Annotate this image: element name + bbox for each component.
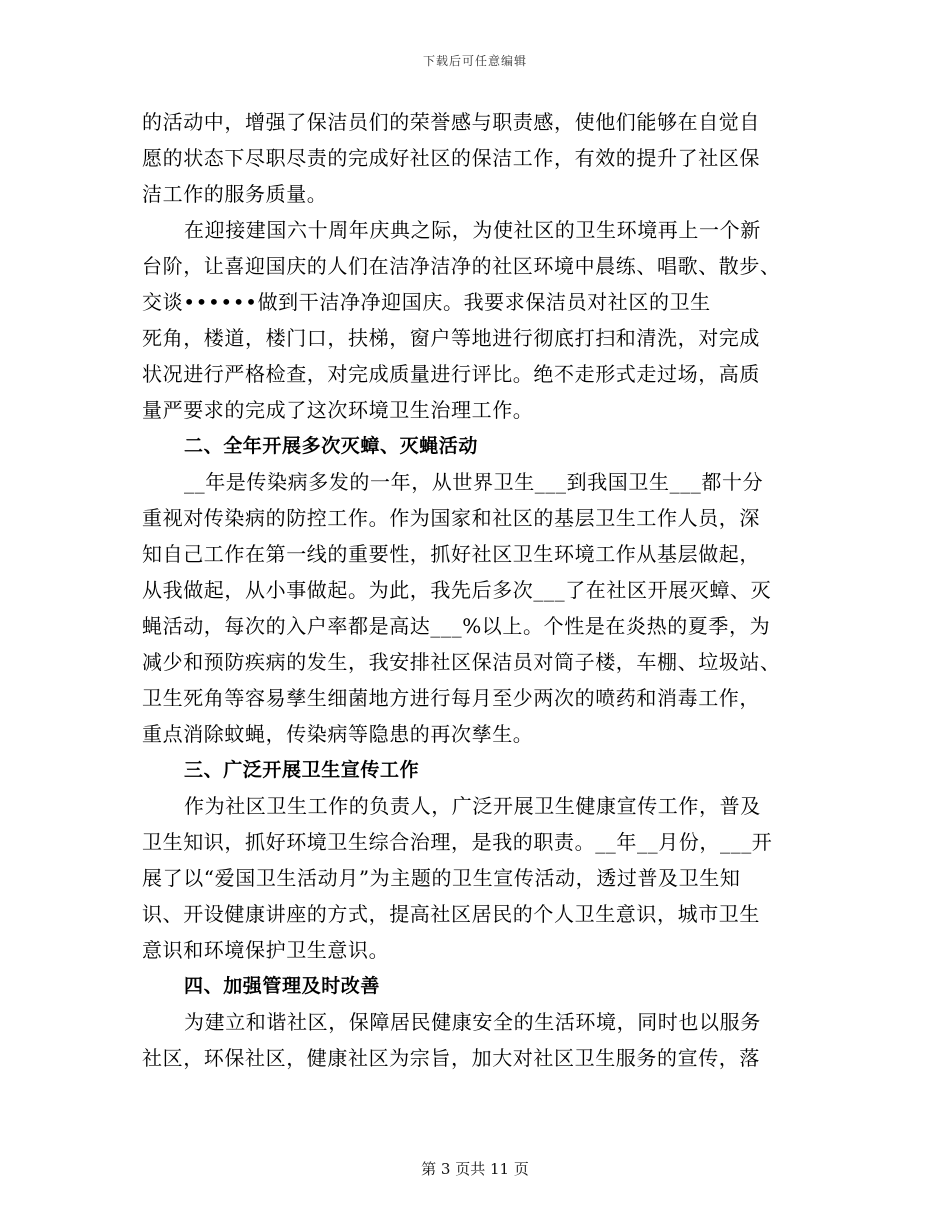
text-line: 重视对传染病的防控工作。作为国家和社区的基层卫生工作人员，深 <box>142 506 760 530</box>
text-line: 在迎接建国六十周年庆典之际，为使社区的卫生环境再上一个新 <box>184 218 761 242</box>
text-line: 蝇活动，每次的入户率都是高达___%以上。个性是在炎热的夏季，为 <box>142 614 771 638</box>
text-line: 台阶，让喜迎国庆的人们在洁净洁净的社区环境中晨练、唱歌、散步、 <box>142 254 781 278</box>
text-line: 洁工作的服务质量。 <box>142 182 328 206</box>
text-line: 交谈••••••做到干洁净净迎国庆。我要求保洁员对社区的卫生 <box>142 290 711 314</box>
text-line: 识、开设健康讲座的方式，提高社区居民的个人卫生意识，城市卫生 <box>142 902 760 926</box>
text-line: 重点消除蚊蝇，传染病等隐患的再次孳生。 <box>142 722 534 746</box>
text-line: 减少和预防疾病的发生，我安排社区保洁员对筒子楼，车棚、垃圾站、 <box>142 650 781 674</box>
text-line: 意识和环境保护卫生意识。 <box>142 938 390 962</box>
text-line: 的活动中，增强了保洁员们的荣誉感与职责感，使他们能够在自觉自 <box>142 110 760 134</box>
section-heading: 二、全年开展多次灭蟑、灭蝇活动 <box>184 435 479 457</box>
text-line: __年是传染病多发的一年，从世界卫生___到我国卫生___都十分 <box>184 470 764 494</box>
text-line: 卫生死角等容易孳生细菌地方进行每月至少两次的喷药和消毒工作， <box>142 686 760 710</box>
text-line: 死角，楼道，楼门口，扶梯，窗户等地进行彻底打扫和清洗，对完成 <box>142 326 760 350</box>
section-heading: 三、广泛开展卫生宣传工作 <box>184 759 420 781</box>
section-heading: 四、加强管理及时改善 <box>184 975 381 997</box>
text-line: 愿的状态下尽职尽责的完成好社区的保洁工作，有效的提升了社区保 <box>142 146 760 170</box>
text-line: 状况进行严格检查，对完成质量进行评比。绝不走形式走过场，高质 <box>142 362 760 386</box>
text-line: 卫生知识，抓好环境卫生综合治理，是我的职责。__年__月份，___开 <box>142 830 773 854</box>
text-line: 社区，环保社区，健康社区为宗旨，加大对社区卫生服务的宣传，落 <box>142 1046 760 1070</box>
text-line: 展了以“爱国卫生活动月”为主题的卫生宣传活动，透过普及卫生知 <box>142 866 741 890</box>
page-footer: 第 3 页共 11 页 <box>421 1160 529 1178</box>
document-body <box>142 104 810 1076</box>
text-line: 知自己工作在第一线的重要性，抓好社区卫生环境工作从基层做起， <box>142 542 760 566</box>
text-line: 作为社区卫生工作的负责人，广泛开展卫生健康宣传工作，普及 <box>184 794 761 818</box>
text-line: 为建立和谐社区，保障居民健康安全的生活环境，同时也以服务 <box>184 1010 761 1034</box>
page-header: 下载后可任意编辑 <box>422 54 527 68</box>
text-line: 从我做起，从小事做起。为此，我先后多次___了在社区开展灭蟑、灭 <box>142 578 772 602</box>
text-line: 量严要求的完成了这次环境卫生治理工作。 <box>142 398 534 422</box>
